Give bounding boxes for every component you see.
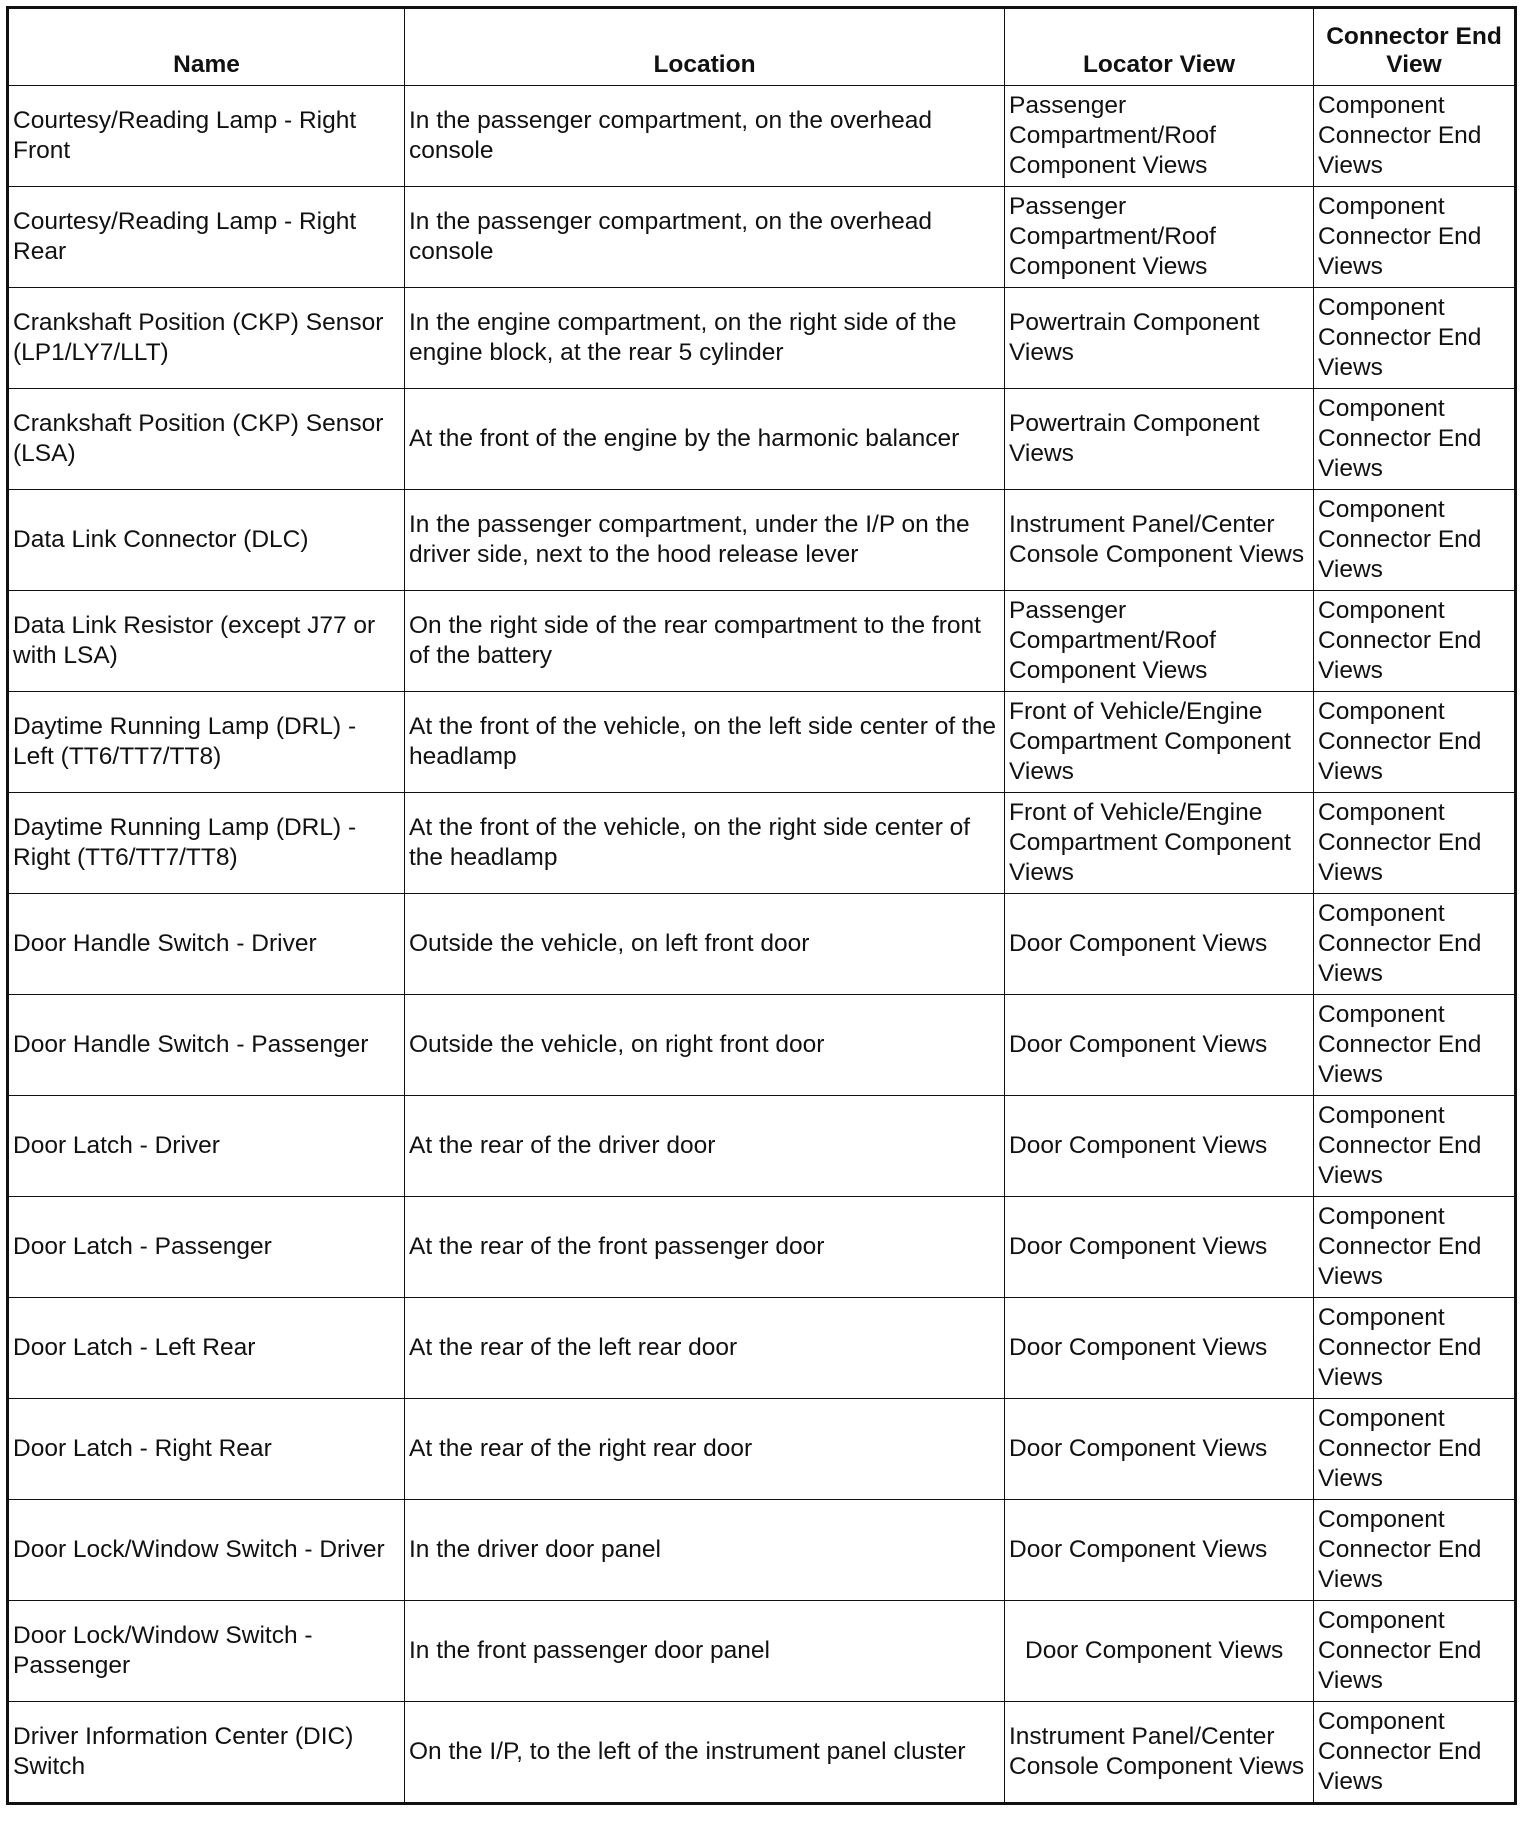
connector-end-view-cell: Component Connector End Views [1314,288,1516,389]
table-row [8,1601,1516,1702]
locator-view-cell: Door Component Views [1005,995,1314,1096]
location-cell: At the rear of the driver door [405,1096,1005,1197]
name-cell: Door Latch - Left Rear [8,1298,405,1399]
name-cell: Crankshaft Position (CKP) Sensor (LSA) [8,389,405,490]
header-location: Location [405,8,1005,86]
name-cell: Crankshaft Position (CKP) Sensor (LP1/LY7/LLT) [8,288,405,389]
connector-end-view-cell: Component Connector End Views [1314,692,1516,793]
name-cell: Driver Information Center (DIC) Switch [8,1702,405,1804]
connector-end-view-cell: Component Connector End Views [1314,894,1516,995]
name-cell: Data Link Resistor (except J77 or with LSA) [8,591,405,692]
name-cell: Courtesy/Reading Lamp - Right Rear [8,187,405,288]
location-cell: At the front of the vehicle, on the right side center of the headlamp [405,793,1005,894]
table-body [8,86,1516,1804]
locator-view-cell: Powertrain Component Views [1005,288,1314,389]
location-cell: In the driver door panel [405,1500,1005,1601]
locator-view-cell: Door Component Views [1005,1399,1314,1500]
table-row [8,86,1516,187]
connector-end-view-cell: Component Connector End Views [1314,1399,1516,1500]
table-row [8,1702,1516,1804]
location-cell: In the front passenger door panel [405,1601,1005,1702]
name-cell: Door Latch - Right Rear [8,1399,405,1500]
connector-end-view-cell: Component Connector End Views [1314,86,1516,187]
connector-end-view-cell: Component Connector End Views [1314,1096,1516,1197]
name-cell: Daytime Running Lamp (DRL) - Left (TT6/TT7/TT8) [8,692,405,793]
locator-view-cell: Door Component Views [1005,894,1314,995]
table-row [8,1298,1516,1399]
location-cell: In the passenger compartment, under the I/P on the driver side, next to the hood release lever [405,490,1005,591]
table-row [8,1096,1516,1197]
connector-end-view-cell: Component Connector End Views [1314,1500,1516,1601]
location-cell: At the front of the engine by the harmonic balancer [405,389,1005,490]
name-cell: Door Latch - Passenger [8,1197,405,1298]
location-cell: At the rear of the right rear door [405,1399,1005,1500]
table-row [8,1500,1516,1601]
name-cell: Door Lock/Window Switch - Driver [8,1500,405,1601]
header-name: Name [8,8,405,86]
table-row [8,490,1516,591]
header-connector-end-view: Connector End View [1314,8,1516,86]
location-cell: At the rear of the front passenger door [405,1197,1005,1298]
locator-view-cell: Powertrain Component Views [1005,389,1314,490]
locator-view-cell: Passenger Compartment/Roof Component Views [1005,187,1314,288]
location-cell: Outside the vehicle, on left front door [405,894,1005,995]
location-cell: On the right side of the rear compartment to the front of the battery [405,591,1005,692]
table-row [8,793,1516,894]
location-cell: In the passenger compartment, on the overhead console [405,86,1005,187]
table-row [8,288,1516,389]
table-row [8,995,1516,1096]
locator-view-cell: Door Component Views [1005,1096,1314,1197]
connector-end-view-cell: Component Connector End Views [1314,793,1516,894]
table-row [8,1197,1516,1298]
locator-view-cell: Front of Vehicle/Engine Compartment Component Views [1005,793,1314,894]
name-cell: Door Handle Switch - Passenger [8,995,405,1096]
connector-end-view-cell: Component Connector End Views [1314,995,1516,1096]
location-cell: At the rear of the left rear door [405,1298,1005,1399]
location-cell: On the I/P, to the left of the instrument panel cluster [405,1702,1005,1804]
connector-end-view-cell: Component Connector End Views [1314,591,1516,692]
name-cell: Data Link Connector (DLC) [8,490,405,591]
connector-end-view-cell: Component Connector End Views [1314,1298,1516,1399]
locator-view-cell: Passenger Compartment/Roof Component Views [1005,86,1314,187]
table-header [8,8,1516,86]
locator-view-cell: Door Component Views [1005,1601,1314,1702]
name-cell: Daytime Running Lamp (DRL) - Right (TT6/TT7/TT8) [8,793,405,894]
table-row [8,591,1516,692]
component-locator-table [6,6,1517,1805]
connector-end-view-cell: Component Connector End Views [1314,389,1516,490]
locator-view-cell: Door Component Views [1005,1298,1314,1399]
locator-view-cell: Door Component Views [1005,1500,1314,1601]
connector-end-view-cell: Component Connector End Views [1314,187,1516,288]
connector-end-view-cell: Component Connector End Views [1314,1702,1516,1804]
location-cell: At the front of the vehicle, on the left side center of the headlamp [405,692,1005,793]
location-cell: In the engine compartment, on the right side of the engine block, at the rear 5 cylinder [405,288,1005,389]
table-row [8,894,1516,995]
locator-view-cell: Passenger Compartment/Roof Component Views [1005,591,1314,692]
locator-view-cell: Front of Vehicle/Engine Compartment Component Views [1005,692,1314,793]
locator-view-cell: Door Component Views [1005,1197,1314,1298]
connector-end-view-cell: Component Connector End Views [1314,1197,1516,1298]
name-cell: Door Handle Switch - Driver [8,894,405,995]
location-cell: Outside the vehicle, on right front door [405,995,1005,1096]
connector-end-view-cell: Component Connector End Views [1314,490,1516,591]
table-row [8,187,1516,288]
name-cell: Door Latch - Driver [8,1096,405,1197]
connector-end-view-cell: Component Connector End Views [1314,1601,1516,1702]
location-cell: In the passenger compartment, on the overhead console [405,187,1005,288]
name-cell: Courtesy/Reading Lamp - Right Front [8,86,405,187]
header-row [8,8,1516,86]
locator-view-cell: Instrument Panel/Center Console Component Views [1005,490,1314,591]
name-cell: Door Lock/Window Switch - Passenger [8,1601,405,1702]
table-row [8,1399,1516,1500]
table-row [8,389,1516,490]
locator-view-cell: Instrument Panel/Center Console Component Views [1005,1702,1314,1804]
header-locator-view: Locator View [1005,8,1314,86]
table-row [8,692,1516,793]
